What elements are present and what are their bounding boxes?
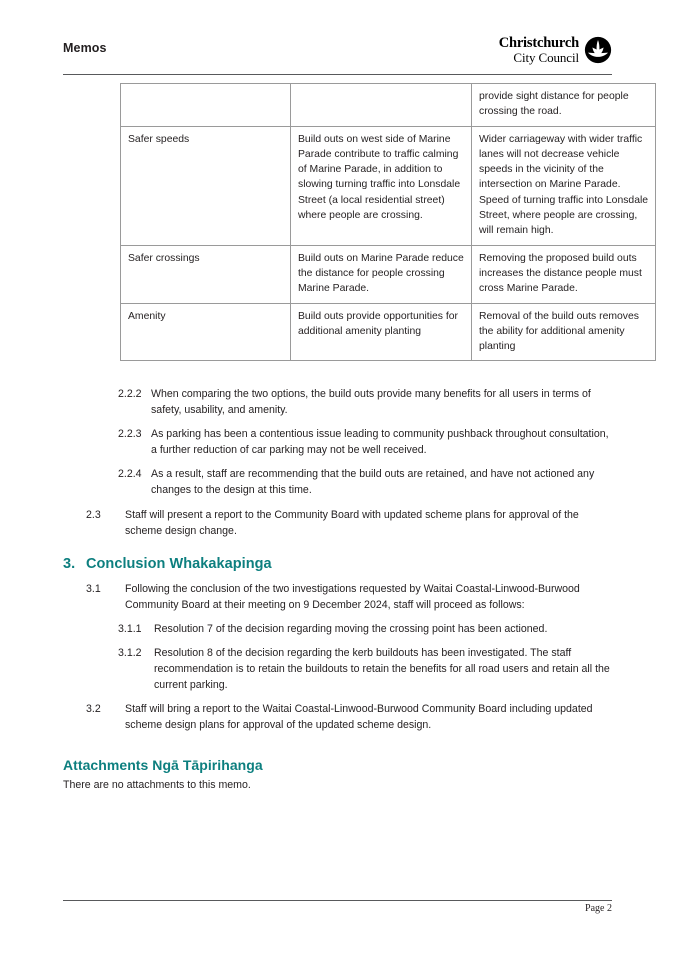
paragraph-number: 2.2.2 — [118, 388, 142, 400]
logo-line-1: Christchurch — [498, 35, 579, 51]
paragraph-text: Resolution 7 of the decision regarding moving the crossing point has been actioned. — [154, 622, 548, 635]
table-cell-criterion — [121, 84, 291, 127]
paragraph-text: Staff will present a report to the Community Board with updated scheme plans for approval of the scheme design change. — [125, 508, 579, 537]
table-row — [121, 126, 656, 245]
table-row — [121, 245, 656, 303]
paragraph-text: As a result, staff are recommending that the build outs are retained, and have not actioned any changes to the design at this time. — [151, 468, 595, 497]
paragraph-number: 3.2 — [86, 703, 101, 716]
table-row — [121, 84, 656, 127]
attachments-heading: Attachments Ngā Tāpirihanga — [63, 757, 263, 773]
table-cell-criterion: Safer crossings — [121, 245, 291, 303]
paragraph-number: 3.1.1 — [118, 622, 142, 635]
paragraph-3-2 — [63, 701, 612, 733]
header-title: Memos — [63, 41, 107, 55]
table-cell-option-a: Build outs provide opportunities for additional amenity planting — [291, 303, 472, 361]
logo-wordmark — [499, 36, 579, 65]
paragraph-3-1-1 — [63, 621, 612, 637]
paragraph-2-2-4 — [63, 466, 612, 498]
table-cell-option-b: provide sight distance for people crossing the road. — [472, 84, 656, 127]
document-body — [63, 386, 612, 742]
paragraph-number: 3.1.2 — [118, 647, 142, 660]
section-title: Conclusion Whakakapinga — [86, 555, 272, 572]
christchurch-city-council-emblem-icon — [584, 36, 612, 64]
table-cell-option-b: Removing the proposed build outs increases the distance people must cross Marine Parade. — [472, 245, 656, 303]
paragraph-2-2-2 — [63, 386, 612, 418]
table-cell-criterion: Amenity — [121, 303, 291, 361]
paragraph-number: 3.1 — [86, 582, 101, 595]
table-cell-option-a — [291, 84, 472, 127]
section-3-heading — [63, 556, 612, 572]
table-cell-option-a: Build outs on west side of Marine Parade contribute to traffic calming of Marine Parade, in addition to slowing turning traffic into Lonsdale Street (a local residential street) where people are crossing. — [291, 126, 472, 245]
paragraph-3-1 — [63, 581, 612, 613]
paragraph-text: Resolution 8 of the decision regarding the kerb buildouts has been investigated. The staff recommendation is to retain the buildouts to retain the benefits for all road users and retain all the current parking. — [154, 647, 610, 692]
table-row — [121, 303, 656, 361]
attachments-body: There are no attachments to this memo. — [63, 779, 251, 791]
attachments-section — [63, 757, 612, 794]
header-divider — [63, 74, 612, 75]
paragraph-number: 2.2.4 — [118, 468, 142, 481]
paragraph-text: Following the conclusion of the two investigations requested by Waitai Coastal-Linwood-Burwood Community Board at their meeting on 9 December 2024, staff will proceed as follows: — [125, 582, 580, 611]
table-cell-criterion: Safer speeds — [121, 126, 291, 245]
paragraph-text: Staff will bring a report to the Waitai Coastal-Linwood-Burwood Community Board including updated scheme design plans for approval of the updated scheme design. — [125, 703, 593, 732]
logo-line-2: City Council — [513, 50, 579, 66]
paragraph-3-1-2 — [63, 645, 612, 693]
paragraph-2-2-3 — [63, 426, 612, 458]
table-cell-option-b: Wider carriageway with wider traffic lanes will not decrease vehicle speeds in the vicinity of the intersection on Marine Parade. Speed of turning traffic into Lonsdale Street, where people are crossing, will remain high. — [472, 126, 656, 245]
paragraph-number: 2.2.3 — [118, 428, 142, 441]
council-logo — [499, 36, 612, 65]
footer-page-number: Page 2 — [585, 903, 612, 914]
paragraph-number: 2.3 — [86, 508, 101, 521]
section-number: 3. — [63, 555, 76, 572]
page-header — [63, 36, 612, 76]
paragraph-2-3 — [63, 507, 612, 539]
paragraph-text: As parking has been a contentious issue leading to community pushback throughout consultation, a further reduction of car parking may not be well received. — [151, 428, 609, 457]
paragraph-text: When comparing the two options, the build outs provide many benefits for all users in terms of safety, usability, and amenity. — [151, 388, 591, 417]
options-comparison-table — [120, 83, 656, 361]
footer-divider — [63, 900, 612, 901]
table-cell-option-b: Removal of the build outs removes the ability for additional amenity planting — [472, 303, 656, 361]
table-cell-option-a: Build outs on Marine Parade reduce the distance for people crossing Marine Parade. — [291, 245, 472, 303]
